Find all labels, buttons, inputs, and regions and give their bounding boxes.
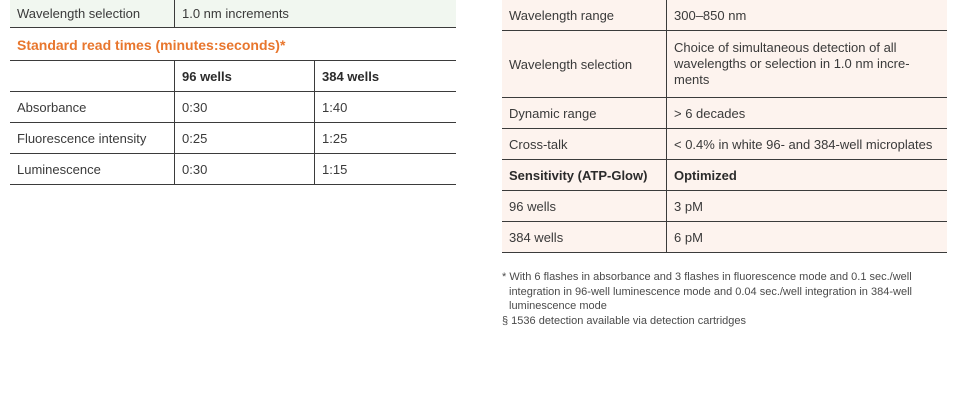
left-column (10, 0, 456, 185)
table-row (502, 31, 947, 98)
cell-96: 0:25 (175, 123, 315, 154)
read-times-heading: Standard read times (minutes:seconds)* (17, 37, 286, 53)
table-row (10, 123, 456, 154)
table-row (10, 154, 456, 185)
row-label: Wavelength selection (502, 31, 667, 98)
table-row (502, 129, 947, 160)
table-row (502, 160, 947, 191)
table-row (502, 191, 947, 222)
cell-384: 1:40 (315, 92, 457, 123)
row-label: Cross-talk (502, 129, 667, 160)
table-row (502, 0, 947, 31)
row-label: 384 wells (502, 222, 667, 253)
specifications-table (502, 0, 947, 253)
footnote: * With 6 flashes in absorbance and 3 flashes in fluorescence mode and 0.1 sec./well integration in 96-well luminescence mode and 0.04 sec./well integration in 384-well luminescence mode (502, 271, 912, 312)
footnote: § 1536 detection available via detection cartridges (502, 314, 746, 327)
table-row (10, 92, 456, 123)
footnotes (502, 270, 947, 328)
table-row (502, 98, 947, 129)
wavelength-selection-table (10, 0, 456, 28)
row-value: 6 pM (667, 222, 948, 253)
row-label: Sensitivity (ATP-Glow) (502, 160, 667, 191)
table-row (10, 0, 456, 28)
column-header (10, 61, 175, 92)
right-column (502, 0, 947, 328)
cell-384: 1:15 (315, 154, 457, 185)
row-value: Optimized (667, 160, 948, 191)
row-value: < 0.4% in white 96- and 384-well microplates (667, 129, 948, 160)
row-label: Luminescence (10, 154, 175, 185)
row-label: Fluorescence intensity (10, 123, 175, 154)
row-value: 1.0 nm increments (175, 0, 457, 28)
row-label: Wavelength selection (10, 0, 175, 28)
table-header-row (10, 61, 456, 92)
row-label: 96 wells (502, 191, 667, 222)
read-times-table (10, 60, 456, 185)
cell-96: 0:30 (175, 92, 315, 123)
row-value: Choice of simultaneous detection of all wavelengths or selection in 1.0 nm incre-ments (667, 31, 948, 98)
column-header-96: 96 wells (175, 61, 315, 92)
row-label: Absorbance (10, 92, 175, 123)
row-value: > 6 decades (667, 98, 948, 129)
table-row (502, 222, 947, 253)
row-label: Wavelength range (502, 0, 667, 31)
column-header-384: 384 wells (315, 61, 457, 92)
cell-96: 0:30 (175, 154, 315, 185)
row-value: 300–850 nm (667, 0, 948, 31)
row-label: Dynamic range (502, 98, 667, 129)
row-value: 3 pM (667, 191, 948, 222)
cell-384: 1:25 (315, 123, 457, 154)
